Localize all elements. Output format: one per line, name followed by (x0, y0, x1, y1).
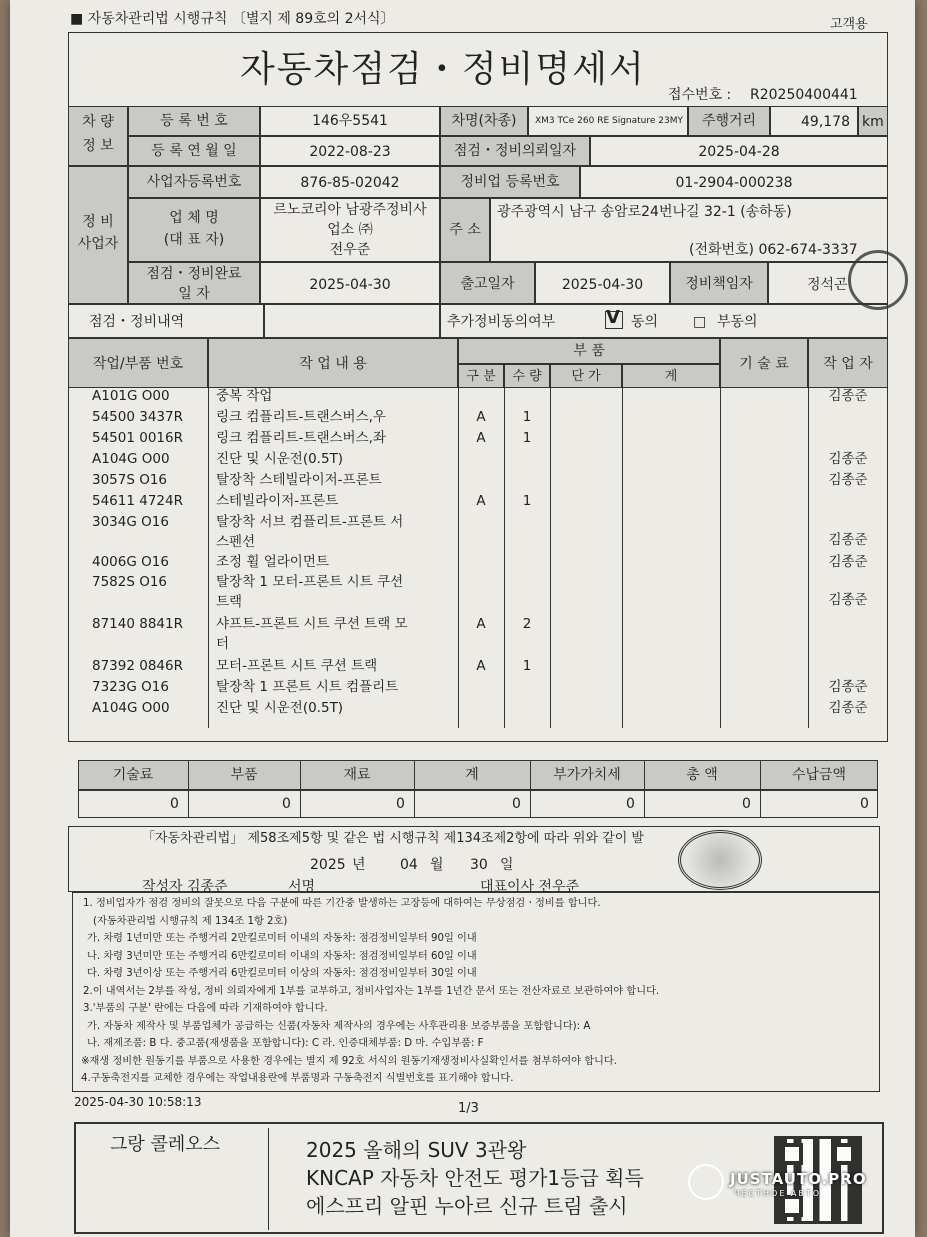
consent-row (440, 304, 888, 338)
note-line: ※재생 정비한 원동기를 부품으로 사용한 경우에는 별지 제 92호 서식의 원동기재생정비사실확인서를 첨부하여야 합니다. (81, 1055, 617, 1067)
watermark-logo-icon (688, 1164, 724, 1200)
agree-label: 동의 (631, 314, 659, 330)
row-worker: 김종준 (828, 700, 868, 716)
ad-line-1: 2025 올해의 SUV 3관왕 (306, 1138, 527, 1162)
watermark-name: JUSTAUTO.PRO (730, 1170, 867, 1188)
row-part-category: A (476, 409, 486, 425)
col-parts-header: 부 품 (458, 338, 720, 364)
page-number: 1/3 (458, 1101, 479, 1116)
summary-value-cell: 0 (170, 796, 179, 812)
note-line: 2.이 내역서는 2부를 작성, 정비 의뢰자에게 1부를 교부하고, 정비사업자는 1부를 1년간 문서 또는 전산자료로 보관하여야 합니다. (83, 985, 660, 997)
row-part-quantity: 2 (522, 616, 532, 632)
row-work-description-cont: 스펜션 (216, 534, 256, 550)
disagree-label: 부동의 (717, 314, 758, 330)
copy-type: 고객용 (830, 17, 868, 32)
manager-label: 정비책임자 (670, 262, 768, 304)
row-worker: 김종준 (828, 554, 868, 570)
col-labor-header: 기 술 료 (720, 338, 808, 388)
col-unit-price-header: 단 가 (550, 364, 622, 388)
summary-header-cell: 총 액 (686, 767, 718, 783)
details-value (264, 304, 440, 338)
summary-value-cell: 0 (282, 796, 291, 812)
day-label: 일 (500, 857, 514, 873)
row-part-number: 3034G O16 (92, 514, 169, 530)
row-work-description: 링크 컴플리트-트랜스버스,좌 (216, 430, 386, 446)
statement-month: 04 (400, 857, 418, 873)
company-seal-stamp (678, 830, 762, 890)
row-part-quantity: 1 (522, 658, 532, 674)
address-label: 주 소 (440, 198, 490, 262)
release-date-label: 출고일자 (440, 262, 535, 304)
note-line: 나. 재제조품: B 다. 중고품(재생품을 포함합니다): C 라. 인증대체부품: D 마. 수입부품: F (87, 1038, 484, 1049)
month-label: 월 (430, 857, 444, 873)
row-part-number: 4006G O16 (92, 554, 169, 570)
row-part-number: A101G O00 (92, 388, 170, 404)
summary-value-cell: 0 (512, 796, 521, 812)
row-part-quantity: 1 (522, 409, 532, 425)
law-reference: ■ 자동차관리법 시행규칙 〔별지 제 89호의 2서식〕 (70, 11, 395, 27)
company-label: 업 체 명 (대 표 자) (128, 198, 260, 262)
summary-header-cell: 계 (465, 767, 479, 783)
mileage-value: 49,178 (770, 106, 858, 136)
model-label: 차명(차종) (440, 106, 528, 136)
row-work-description: 진단 및 시운전(0.5T) (216, 451, 344, 467)
row-worker: 김종준 (828, 679, 868, 695)
year-label: 년 (352, 857, 366, 873)
document-sheet (10, 0, 915, 1237)
row-part-number: 54611 4724R (92, 493, 183, 509)
row-part-quantity: 1 (522, 430, 532, 446)
row-part-quantity: 1 (522, 493, 532, 509)
summary-header-cell: 재료 (343, 767, 371, 783)
summary-value-cell: 0 (860, 796, 869, 812)
note-line: 가. 자동차 제작사 및 부품업체가 공급하는 신품(자동차 제작사의 경우에는 사후관리용 보증부품을 포함합니다): A (87, 1020, 591, 1032)
ceo-name: 대표이사 전우준 (480, 879, 580, 895)
note-line: 1. 정비업자가 점검 정비의 잘못으로 다음 구분에 따른 기간중 발생하는 고장등에 대하여는 무상점검ㆍ정비를 합니다. (83, 898, 601, 909)
author-name: 작성자 김종준 (142, 879, 228, 895)
shop-reg-label: 정비업 등록번호 (440, 166, 580, 198)
row-work-description: 탈장착 서브 컴플리트-프론트 서 (216, 514, 404, 530)
note-line: 나. 차령 3년미만 또는 주행거리 6만킬로미터 이내의 자동차: 점검정비일부터 60일 이내 (87, 950, 477, 962)
address-value: 광주광역시 남구 송암로24번나길 32-1 (송하동) (전화번호) 062-674-3337 (490, 198, 888, 262)
mileage-label: 주행거리 (688, 106, 770, 136)
statement-day: 30 (470, 857, 488, 873)
disagree-checkbox[interactable]: □ (693, 314, 707, 330)
row-work-description: 진단 및 시운전(0.5T) (216, 700, 344, 716)
row-part-number: A104G O00 (92, 451, 170, 467)
row-part-number: 87392 0846R (92, 658, 183, 674)
row-worker: 김종준 (828, 451, 868, 467)
manager-value: 정석곤 (768, 262, 888, 304)
row-part-number: 7582S O16 (92, 574, 168, 590)
legal-statement: 「자동차관리법」 제58조제5항 및 같은 법 시행규칙 제134조제2항에 따라 위와 같이 발 (142, 831, 644, 846)
col-total-header: 계 (622, 364, 720, 388)
complete-date-value: 2025-04-30 (260, 262, 440, 304)
row-part-category: A (476, 493, 486, 509)
receipt-number: R20250400441 (750, 87, 858, 103)
summary-value-row (78, 790, 878, 818)
check-mark: V (606, 307, 620, 328)
ad-brand: 그랑 콜레오스 (110, 1134, 221, 1155)
row-part-category: A (476, 658, 486, 674)
row-work-description-cont: 트랙 (216, 594, 243, 610)
row-worker: 김종준 (828, 472, 868, 488)
row-work-description-cont: 터 (216, 636, 230, 652)
summary-value-cell: 0 (396, 796, 405, 812)
row-part-number: 3057S O16 (92, 472, 168, 488)
row-work-description: 탈장착 1 모터-프론트 시트 쿠션 (216, 574, 404, 590)
col-worker-header: 작 업 자 (808, 338, 888, 388)
col-content-header: 작 업 내 용 (208, 338, 458, 388)
document-title: 자동차점검・정비명세서 (240, 49, 646, 90)
business-section-label: 정 비 사업자 (68, 166, 128, 304)
details-label: 점검・정비내역 (68, 304, 264, 338)
col-qty-header: 수 량 (504, 364, 550, 388)
printed-timestamp: 2025-04-30 10:58:13 (74, 1095, 202, 1109)
note-line: 가. 차령 1년미만 또는 주행거리 2만킬로미터 이내의 자동차: 점검정비일부터 90일 이내 (87, 933, 477, 944)
row-part-number: 87140 8841R (92, 616, 183, 632)
company-value: 르노코리아 남광주정비사 업소 ㈜ 전우준 (260, 198, 440, 262)
summary-header-cell: 수납금액 (791, 767, 847, 783)
manager-seal-stamp (848, 250, 908, 310)
watermark-tagline: ЧЕСТНОЕ АВТО (734, 1189, 822, 1198)
row-part-number: 54501 0016R (92, 430, 183, 446)
row-work-description: 모터-프론트 시트 쿠션 트랙 (216, 658, 378, 674)
note-line: 다. 차령 3년이상 또는 주행거리 6만킬로미터 이상의 자동차: 점검정비일부터 30일 이내 (87, 968, 477, 979)
biz-no-value: 876-85-02042 (260, 166, 440, 198)
reg-date-label: 등 록 연 월 일 (128, 136, 260, 166)
consent-label: 추가정비동의여부 (447, 314, 556, 330)
summary-header-cell: 부품 (230, 767, 258, 783)
row-worker: 김종준 (828, 592, 868, 608)
col-part-no-header: 작업/부품 번호 (68, 338, 208, 388)
summary-value-cell: 0 (626, 796, 635, 812)
row-work-description: 조정 휠 얼라이먼트 (216, 554, 329, 570)
row-part-category: A (476, 430, 486, 446)
row-work-description: 탈장착 1 프론트 시트 컴플리트 (216, 679, 399, 695)
receipt-label: 접수번호 : (668, 87, 732, 103)
reg-no-value: 146우5541 (260, 106, 440, 136)
row-part-number: 54500 3437R (92, 409, 183, 425)
request-date-label: 점검・정비의뢰일자 (440, 136, 590, 166)
note-line: 3.'부품의 구분' 란에는 다음에 따라 기재하여야 합니다. (83, 1003, 328, 1014)
row-work-description: 링크 컴플리트-트랜스버스,우 (216, 409, 386, 425)
biz-no-label: 사업자등록번호 (128, 166, 260, 198)
ad-line-3: 에스프리 알핀 누아르 신규 트림 출시 (306, 1194, 628, 1218)
col-category-header: 구 분 (458, 364, 504, 388)
row-part-number: 7323G O16 (92, 679, 169, 695)
note-line: 4.구동축전지를 교체한 경우에는 작업내용란에 부품명과 구동축전지 식별번호를 표기해야 합니다. (81, 1073, 514, 1084)
row-part-number: A104G O00 (92, 700, 170, 716)
shop-reg-value: 01-2904-000238 (580, 166, 888, 198)
request-date-value: 2025-04-28 (590, 136, 888, 166)
row-work-description: 샤프트-프론트 시트 쿠션 트랙 모 (216, 616, 408, 632)
signature-label: 서명 (288, 879, 316, 895)
reg-no-label: 등 록 번 호 (128, 106, 260, 136)
row-part-category: A (476, 616, 486, 632)
row-work-description: 탈장착 스테빌라이저-프론트 (216, 472, 382, 488)
release-date-value: 2025-04-30 (535, 262, 670, 304)
note-line: (자동차관리법 시행규칙 제 134조 1항 2호) (93, 915, 288, 927)
row-worker: 김종준 (828, 388, 868, 404)
summary-header-cell: 기술료 (112, 767, 154, 783)
vehicle-section-label: 차 량 정 보 (68, 106, 128, 166)
reg-date-value: 2022-08-23 (260, 136, 440, 166)
mileage-unit: km (858, 106, 888, 136)
complete-date-label: 점검・정비완료 일 자 (128, 262, 260, 304)
model-value: XM3 TCe 260 RE Signature 23MY (528, 106, 688, 136)
notes-box (72, 892, 880, 1092)
summary-header-cell: 부가가치세 (553, 767, 621, 783)
row-work-description: 중복 작업 (216, 388, 273, 404)
row-work-description: 스테빌라이저-프론트 (216, 493, 339, 509)
ad-line-2: KNCAP 자동차 안전도 평가1등급 획득 (306, 1166, 644, 1190)
row-worker: 김종준 (828, 532, 868, 548)
statement-year: 2025 (310, 857, 346, 873)
summary-value-cell: 0 (742, 796, 751, 812)
